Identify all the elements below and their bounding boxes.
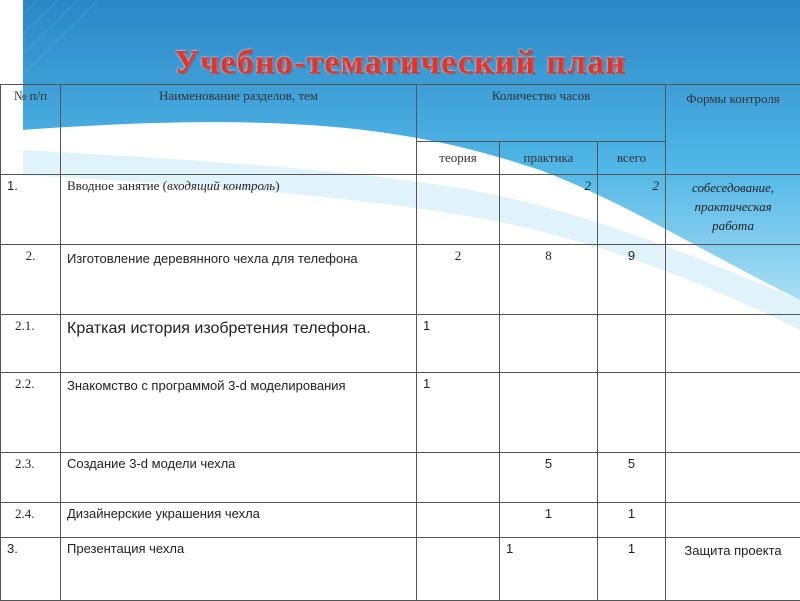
table-row: [1, 503, 800, 538]
row-forms: собеседование, практическая работа: [666, 175, 800, 245]
row-theory: [417, 175, 500, 245]
row-forms: Защита проекта: [666, 538, 800, 601]
row-total: [598, 373, 666, 453]
row-practice: 2: [500, 175, 598, 245]
row-name: Знакомство с программой 3-d моделирования: [61, 373, 417, 453]
row-total: 9: [598, 245, 666, 315]
row-theory: [417, 538, 500, 601]
header-num: № п/п: [1, 85, 61, 175]
header-name: Наименование разделов, тем: [61, 85, 417, 175]
table-row: [1, 245, 800, 315]
row-theory: 1: [417, 373, 500, 453]
row-name: Изготовление деревянного чехла для телефона: [61, 245, 417, 315]
row-theory: [417, 453, 500, 503]
row-total: 5: [598, 453, 666, 503]
row-total: 2: [598, 175, 666, 245]
row-name: Создание 3-d модели чехла: [61, 453, 417, 503]
slide-title: Учебно-тематический план: [0, 44, 800, 82]
row-num: 2.: [1, 245, 61, 315]
row-num: 2.4.: [1, 503, 61, 538]
row-practice: 1: [500, 503, 598, 538]
row-theory: 2: [417, 245, 500, 315]
row-forms: [666, 315, 800, 373]
row-forms: [666, 453, 800, 503]
row-num: 3.: [1, 538, 61, 601]
row-num: 1.: [1, 175, 61, 245]
header-hours: Количество часов: [417, 85, 666, 142]
row-practice: [500, 373, 598, 453]
curriculum-table: [0, 84, 800, 601]
row-total: 1: [598, 538, 666, 601]
row-total: 1: [598, 503, 666, 538]
row-num: 2.1.: [1, 315, 61, 373]
header-forms: Формы контроля: [666, 85, 800, 175]
table-header-row: [1, 85, 800, 142]
table-row: [1, 373, 800, 453]
row-practice: 5: [500, 453, 598, 503]
row-forms: [666, 503, 800, 538]
row-name: Краткая история изобретения телефона.: [61, 315, 417, 373]
row-theory: [417, 503, 500, 538]
row-name: Презентация чехла: [61, 538, 417, 601]
table-row: [1, 175, 800, 245]
table-row: [1, 538, 800, 601]
header-practice: практика: [500, 142, 598, 175]
row-practice: 1: [500, 538, 598, 601]
row-practice: 8: [500, 245, 598, 315]
row-forms: [666, 245, 800, 315]
row-forms: [666, 373, 800, 453]
header-theory: теория: [417, 142, 500, 175]
row-practice: [500, 315, 598, 373]
row-name: Вводное занятие (входящий контроль): [61, 175, 417, 245]
row-num: 2.3.: [1, 453, 61, 503]
row-num: 2.2.: [1, 373, 61, 453]
table-row: [1, 315, 800, 373]
row-theory: 1: [417, 315, 500, 373]
header-total: всего: [598, 142, 666, 175]
row-name: Дизайнерские украшения чехла: [61, 503, 417, 538]
row-total: [598, 315, 666, 373]
table-row: [1, 453, 800, 503]
